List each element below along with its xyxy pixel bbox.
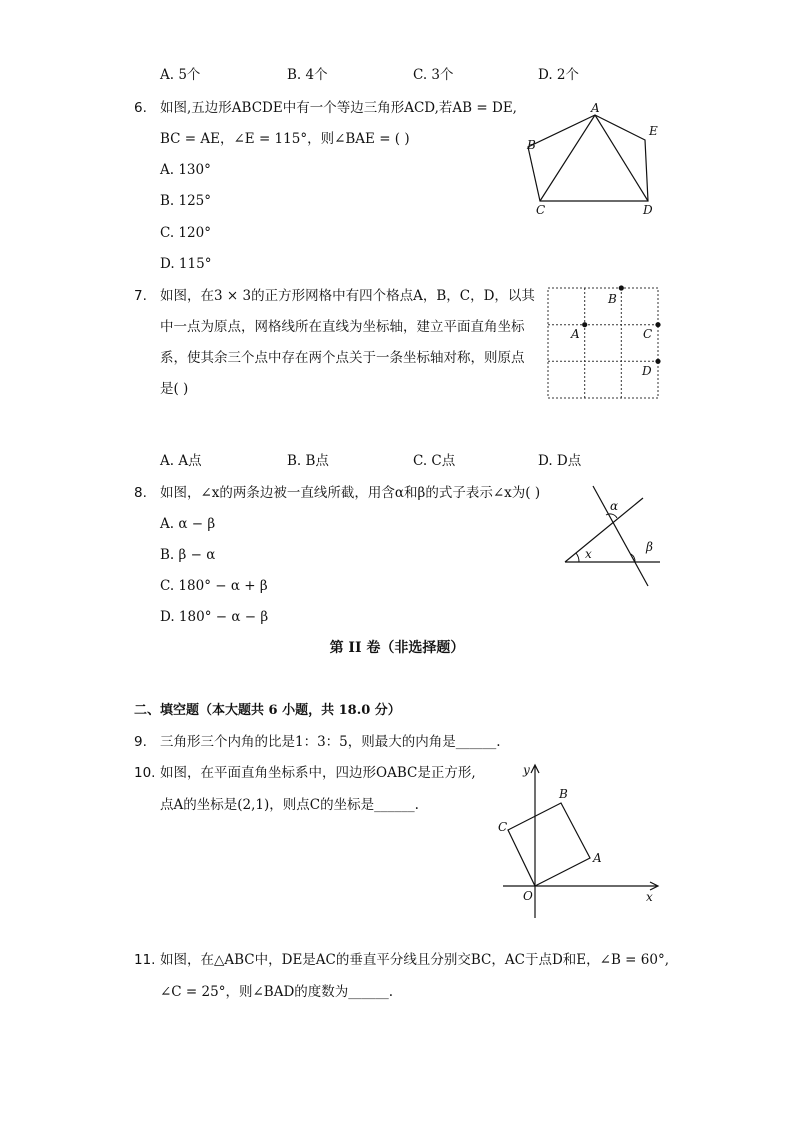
q11-number: 11.: [134, 952, 156, 968]
q10-label-o: O: [523, 889, 533, 903]
q7-label-a: A: [571, 327, 580, 341]
q8-label-x: x: [585, 547, 592, 561]
q10-label-y: y: [523, 763, 530, 777]
q5-option-c: C. 3个: [413, 67, 454, 83]
q7-option-a: A. A点: [160, 453, 202, 469]
q7-option-b: B. B点: [287, 453, 329, 469]
q7-number: 7.: [134, 288, 147, 304]
q7-option-c: C. C点: [413, 453, 456, 469]
q8-option-b: B. β − α: [160, 547, 216, 563]
section2-header: 二、填空题（本大题共 6 小题，共 18.0 分）: [134, 703, 401, 718]
q7-line1: 如图，在3 × 3的正方形网格中有四个格点A，B，C，D，以其: [160, 288, 535, 304]
q6-label-c: C: [536, 203, 546, 217]
q6-option-a: A. 130°: [160, 162, 211, 178]
q10-label-x: x: [646, 890, 653, 904]
q7-label-d: D: [642, 364, 652, 378]
q5-option-d: D. 2个: [538, 67, 580, 83]
q5-option-a: A. 5个: [160, 67, 201, 83]
q9-text: 三角形三个内角的比是1：3：5，则最大的内角是______.: [160, 734, 501, 750]
q6-label-d: D: [643, 203, 653, 217]
q10-label-c: C: [498, 820, 508, 834]
q8-option-d: D. 180° − α − β: [160, 609, 269, 625]
q8-line1: 如图，∠x的两条边被一直线所截，用含α和β的式子表示∠x为( ): [160, 485, 541, 501]
q11-line2: ∠C = 25°，则∠BAD的度数为______.: [160, 984, 394, 1000]
q10-coordinate-figure: [495, 758, 665, 923]
q9-number: 9.: [134, 734, 147, 750]
q6-label-e: E: [649, 124, 658, 138]
q7-label-c: C: [643, 327, 653, 341]
q6-number: 6.: [134, 100, 147, 116]
q7-line2: 中一点为原点，网格线所在直线为坐标轴，建立平面直角坐标: [160, 319, 525, 335]
q8-angle-figure: [555, 480, 670, 592]
q10-line2: 点A的坐标是(2,1)，则点C的坐标是______.: [160, 797, 419, 813]
q5-option-b: B. 4个: [287, 67, 328, 83]
q8-number: 8.: [134, 485, 147, 501]
q10-label-a: A: [593, 851, 602, 865]
q8-label-alpha: α: [610, 499, 619, 513]
q11-line1: 如图，在△ABC中，DE是AC的垂直平分线且分别交BC，AC于点D和E，∠B = 60°,: [160, 952, 669, 968]
q6-line1: 如图,五边形ABCDE中有一个等边三角形ACD,若AB = DE,: [160, 100, 517, 116]
q10-label-b: B: [559, 787, 568, 801]
q6-line2: BC = AE，∠E = 115°，则∠BAE = ( ): [160, 131, 410, 147]
q6-option-d: D. 115°: [160, 256, 212, 272]
q6-label-b: B: [527, 138, 536, 152]
q6-option-c: C. 120°: [160, 225, 211, 241]
q6-pentagon-figure: [520, 100, 670, 220]
q7-line4: 是( ): [160, 381, 189, 397]
q7-grid-figure: [540, 282, 670, 404]
q6-label-a: A: [591, 101, 600, 115]
q10-number: 10.: [134, 765, 156, 781]
q7-option-d: D. D点: [538, 453, 582, 469]
q6-option-b: B. 125°: [160, 193, 212, 209]
q7-label-b: B: [608, 292, 617, 306]
q8-option-c: C. 180° − α + β: [160, 578, 268, 594]
q8-label-beta: β: [646, 540, 653, 554]
q10-line1: 如图，在平面直角坐标系中，四边形OABC是正方形,: [160, 765, 476, 781]
q7-line3: 系，使其余三个点中存在两个点关于一条坐标轴对称，则原点: [160, 350, 525, 366]
part2-title: 第 II 卷（非选择题）: [329, 640, 465, 656]
q8-option-a: A. α − β: [160, 516, 216, 532]
